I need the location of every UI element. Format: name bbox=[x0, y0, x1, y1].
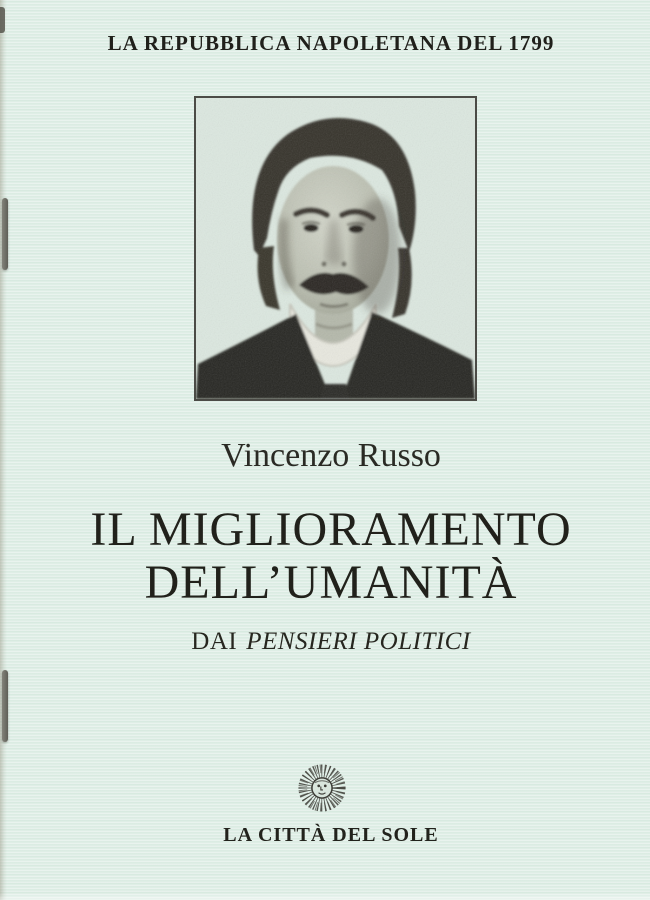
book-title-line2: DELL’UMANITÀ bbox=[144, 556, 518, 609]
portrait-photo bbox=[196, 98, 475, 399]
book-title bbox=[12, 503, 650, 609]
staple-bottom bbox=[2, 670, 8, 742]
book-title-line1: IL MIGLIORAMENTO bbox=[90, 503, 572, 556]
page-bottom-edge bbox=[0, 893, 650, 900]
author-name: Vincenzo Russo bbox=[221, 437, 441, 474]
subtitle bbox=[12, 628, 650, 656]
spine-shadow-notch bbox=[0, 7, 5, 33]
publisher-logo bbox=[0, 763, 644, 813]
series-title: LA REPUBBLICA NAPOLETANA DEL 1799 bbox=[107, 31, 555, 55]
publisher-name: LA CITTÀ DEL SOLE bbox=[223, 824, 439, 846]
subtitle-work-title: PENSIERI POLITICI bbox=[246, 628, 471, 655]
sun-face-icon bbox=[297, 763, 347, 813]
staple-top bbox=[2, 198, 8, 270]
subtitle-prefix: DAI bbox=[191, 628, 238, 655]
portrait-frame bbox=[194, 96, 477, 401]
